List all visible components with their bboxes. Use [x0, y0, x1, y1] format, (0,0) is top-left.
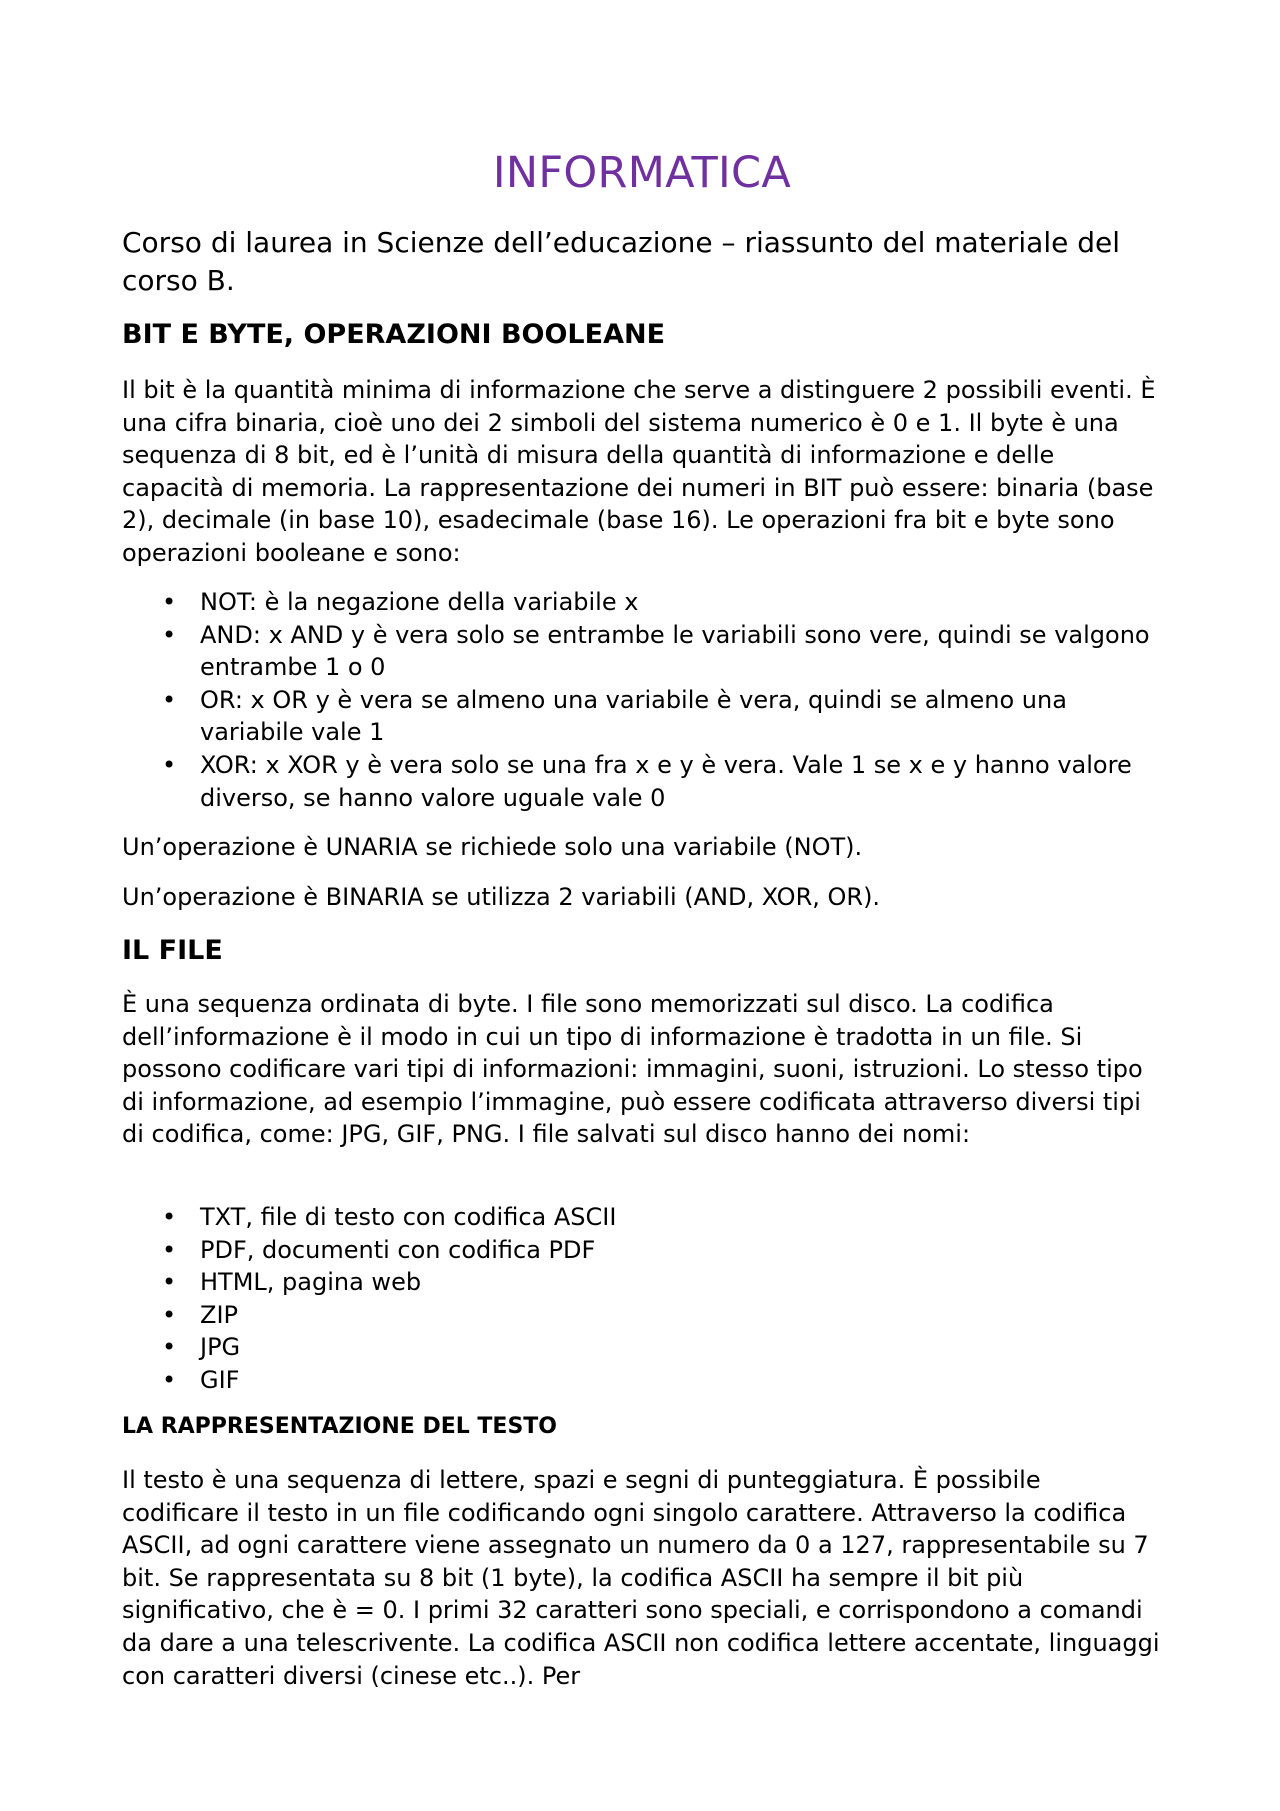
bullet-icon: •: [162, 620, 177, 649]
section-heading-bit-byte: BIT E BYTE, OPERAZIONI BOOLEANE: [122, 319, 666, 350]
list-item-text: JPG: [200, 1333, 241, 1362]
bullet-icon: •: [162, 1333, 177, 1362]
list-item: [122, 619, 1162, 684]
section-bit-byte-intro: Il bit è la quantità minima di informazione che serve a distinguere 2 possibili eventi. È una cifra binaria, cioè uno dei 2 simboli del sistema numerico è 0 e 1. Il byte è una sequenza di 8 bit, ed è l’unità di misura della quantità di informazione e delle capacità di memoria. La rappresentazione dei numeri in BIT può essere: binaria (base 2), decimale (in base 10), esadecimale (base 16). Le operazioni fra bit e byte sono operazioni booleane e sono:: [122, 376, 1156, 567]
list-item: [122, 749, 1162, 814]
list-item: [122, 1364, 1162, 1397]
section-text-representation-body: Il testo è una sequenza di lettere, spazi e segni di punteggiatura. È possibile codificare il testo in un file codificando ogni singolo carattere. Attraverso la codifica ASCII, ad ogni carattere viene assegnato un numero da 0 a 127, rappresentabile su 7 bit. Se rappresentata su 8 bit (1 byte), la codifica ASCII ha sempre il bit più significativo, che è = 0. I primi 32 caratteri sono speciali, e corrispondono a comandi da dare a una telescrivente. La codifica ASCII non codifica lettere accentate, linguaggi con caratteri diversi (cinese etc..). Per: [122, 1466, 1160, 1690]
bullet-icon: •: [162, 685, 177, 714]
list-item: [122, 1331, 1162, 1364]
list-item: [122, 1299, 1162, 1332]
list-item-text: TXT, file di testo con codifica ASCII: [200, 1203, 617, 1231]
bullet-icon: •: [162, 1203, 177, 1231]
list-item: [122, 1201, 1162, 1234]
section-heading-text-representation: LA RAPPRESENTAZIONE DEL TESTO: [122, 1414, 557, 1439]
section-heading-file: IL FILE: [122, 935, 223, 966]
bullet-icon: •: [162, 1300, 177, 1329]
list-item: [122, 1234, 1162, 1267]
list-item: [122, 684, 1162, 749]
bullet-icon: •: [162, 588, 177, 616]
list-item-text: PDF, documenti con codifica PDF: [200, 1235, 596, 1264]
bullet-icon: •: [162, 1365, 177, 1394]
list-item-text: ZIP: [200, 1300, 238, 1329]
bullet-icon: •: [162, 1235, 177, 1264]
bullet-icon: •: [162, 1268, 177, 1297]
section-file-intro: È una sequenza ordinata di byte. I file sono memorizzati sul disco. La codifica dell’informazione è il modo in cui un tipo di informazione è tradotta in un file. Si possono codificare vari tipi di informazioni: immagini, suoni, istruzioni. Lo stesso tipo di informazione, ad esempio l’immagine, può essere codificata attraverso diversi tipi di codifica, come: JPG, GIF, PNG. I file salvati sul disco hanno dei nomi:: [122, 990, 1143, 1149]
bullet-icon: •: [162, 750, 177, 779]
list-item-text: OR: x OR y è vera se almeno una variabile è vera, quindi se almeno una variabile vale 1: [200, 685, 1067, 747]
file-types-list: [122, 1201, 1162, 1397]
document-title: INFORMATICA: [492, 148, 792, 198]
list-item-text: HTML, pagina web: [200, 1268, 422, 1297]
boolean-operations-list: [122, 586, 1162, 814]
list-item-text: GIF: [200, 1365, 240, 1394]
list-item-text: XOR: x XOR y è vera solo se una fra x e y è vera. Vale 1 se x e y hanno valore diverso, se hanno valore uguale vale 0: [200, 750, 1132, 812]
list-item-text: NOT: è la negazione della variabile x: [200, 588, 639, 616]
binary-operation-text: Un’operazione è BINARIA se utilizza 2 variabili (AND, XOR, OR).: [122, 883, 881, 911]
list-item: [122, 586, 1162, 619]
document-subtitle: Corso di laurea in Scienze dell’educazione – riassunto del materiale del corso B.: [122, 226, 1121, 297]
list-item: [122, 1266, 1162, 1299]
unary-operation-text: Un’operazione è UNARIA se richiede solo una variabile (NOT).: [122, 833, 863, 861]
list-item-text: AND: x AND y è vera solo se entrambe le variabili sono vere, quindi se valgono entrambe 1 o 0: [200, 620, 1150, 682]
